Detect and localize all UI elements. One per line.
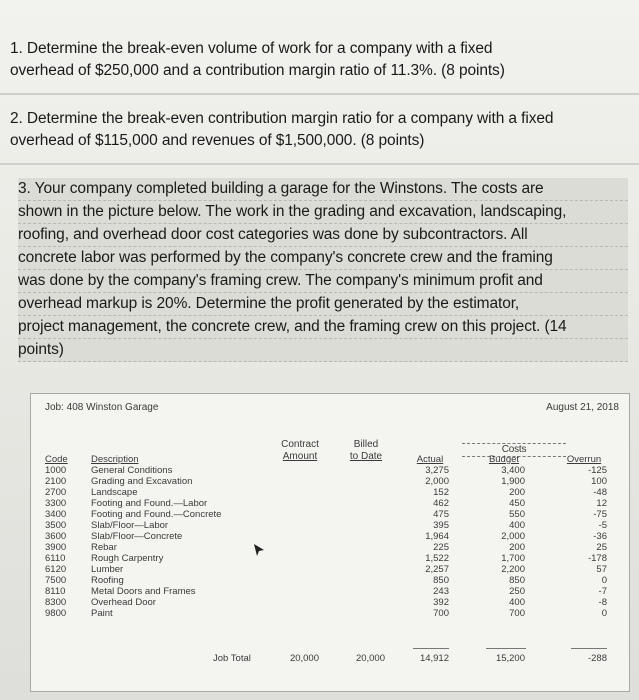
row-description: Rough Carpentry xyxy=(91,553,164,564)
row-code: 3300 xyxy=(45,498,67,509)
total-billed: 20,000 xyxy=(355,653,385,664)
column-header-row xyxy=(31,454,629,465)
row-code: 9800 xyxy=(45,608,67,619)
row-budget: 400 xyxy=(509,520,525,531)
row-code: 2100 xyxy=(45,476,67,487)
question-3-line: concrete labor was performed by the company's concrete crew and the framing xyxy=(18,247,628,270)
row-actual: 395 xyxy=(433,520,449,531)
description-header: Description xyxy=(91,454,139,465)
header-text: Billed xyxy=(353,439,379,450)
header-text: Amount xyxy=(282,451,318,462)
row-overrun: 25 xyxy=(596,542,607,553)
row-actual: 392 xyxy=(433,597,449,608)
row-overrun: 100 xyxy=(591,476,607,487)
question-1 xyxy=(10,38,610,82)
header-text: Costs xyxy=(462,443,567,457)
job-title: Job: 408 Winston Garage xyxy=(45,402,159,413)
cost-row xyxy=(31,520,629,531)
row-code: 3500 xyxy=(45,520,67,531)
total-label: Job Total xyxy=(213,653,251,664)
cost-row xyxy=(31,564,629,575)
cost-row xyxy=(31,476,629,487)
row-overrun: -36 xyxy=(593,531,607,542)
total-overrun: -288 xyxy=(587,653,607,664)
report-date: August 21, 2018 xyxy=(546,402,619,413)
question-3-line: roofing, and overhead door cost categories was done by subcontractors. All xyxy=(18,224,628,247)
header-text: to Date xyxy=(349,451,383,462)
total-budget: 15,200 xyxy=(495,653,525,664)
total-row xyxy=(31,653,629,664)
row-budget: 250 xyxy=(509,586,525,597)
row-overrun: -7 xyxy=(598,586,607,597)
cost-row xyxy=(31,465,629,476)
total-actual: 14,912 xyxy=(419,653,449,664)
row-budget: 850 xyxy=(509,575,525,586)
row-description: Slab/Floor—Labor xyxy=(91,520,169,531)
budget-header: Budget xyxy=(488,454,520,465)
row-budget: 700 xyxy=(509,608,525,619)
question-3-line: project management, the concrete crew, and the framing crew on this project. (14 xyxy=(18,316,628,339)
question-3-line: points) xyxy=(18,339,628,362)
row-actual: 2,257 xyxy=(425,564,449,575)
row-budget: 450 xyxy=(509,498,525,509)
cost-report-image xyxy=(30,393,630,692)
row-code: 7500 xyxy=(45,575,67,586)
row-actual: 700 xyxy=(433,608,449,619)
cost-row xyxy=(31,531,629,542)
question-1-line: 1. Determine the break-even volume of work for a company with a fixed xyxy=(10,40,493,57)
row-code: 3400 xyxy=(45,509,67,520)
question-3 xyxy=(18,178,628,362)
cost-row xyxy=(31,608,629,619)
question-3-line: shown in the picture below. The work in the grading and excavation, landscaping, xyxy=(18,201,628,224)
divider xyxy=(0,163,639,165)
row-description: General Conditions xyxy=(91,465,173,476)
question-1-line: overhead of $250,000 and a contribution margin ratio of 11.3%. (8 points) xyxy=(10,62,505,79)
question-2-line: 2. Determine the break-even contribution margin ratio for a company with a fixed xyxy=(10,110,554,127)
row-budget: 550 xyxy=(509,509,525,520)
header-text: Contract xyxy=(281,439,319,450)
row-code: 1000 xyxy=(45,465,67,476)
row-budget: 200 xyxy=(509,542,525,553)
row-description: Footing and Found.—Labor xyxy=(91,498,208,509)
row-overrun: 0 xyxy=(601,608,607,619)
cost-row xyxy=(31,487,629,498)
row-budget: 3,400 xyxy=(501,465,525,476)
row-description: Metal Doors and Frames xyxy=(91,586,196,597)
cost-row xyxy=(31,597,629,608)
row-description: Overhead Door xyxy=(91,597,156,608)
overrun-header: Overrun xyxy=(566,454,602,465)
total-rule xyxy=(486,648,526,649)
cost-row xyxy=(31,509,629,520)
row-overrun: 57 xyxy=(596,564,607,575)
row-code: 6110 xyxy=(45,553,66,564)
question-2 xyxy=(10,108,638,152)
row-description: Slab/Floor—Concrete xyxy=(91,531,183,542)
row-budget: 1,700 xyxy=(501,553,525,564)
cost-row xyxy=(31,575,629,586)
cursor-arrow-icon xyxy=(251,542,267,558)
code-header: Code xyxy=(45,454,68,465)
row-description: Lumber xyxy=(91,564,124,575)
row-code: 8110 xyxy=(45,586,66,597)
row-code: 6120 xyxy=(45,564,67,575)
question-3-line: 3. Your company completed building a garage for the Winstons. The costs are xyxy=(18,178,628,201)
divider xyxy=(0,93,639,95)
cost-row xyxy=(31,498,629,509)
row-description: Footing and Found.—Concrete xyxy=(91,509,222,520)
actual-header: Actual xyxy=(416,454,444,465)
row-code: 3600 xyxy=(45,531,67,542)
cost-row xyxy=(31,542,629,553)
question-3-line: was done by the company's framing crew. The company's minimum profit and xyxy=(18,270,628,293)
row-actual: 462 xyxy=(433,498,449,509)
row-actual: 475 xyxy=(433,509,449,520)
total-contract: 20,000 xyxy=(289,653,319,664)
total-rule xyxy=(571,648,607,649)
row-code: 8300 xyxy=(45,597,67,608)
row-description: Landscape xyxy=(91,487,138,498)
row-overrun: -125 xyxy=(587,465,607,476)
row-actual: 1,964 xyxy=(425,531,449,542)
row-actual: 243 xyxy=(433,586,449,597)
row-overrun: -178 xyxy=(587,553,607,564)
row-description: Roofing xyxy=(91,575,124,586)
total-rule xyxy=(413,648,449,649)
row-actual: 3,275 xyxy=(425,465,449,476)
row-actual: 1,522 xyxy=(425,553,449,564)
row-overrun: -48 xyxy=(593,487,607,498)
row-budget: 2,200 xyxy=(501,564,525,575)
row-overrun: -75 xyxy=(593,509,607,520)
question-3-line: overhead markup is 20%. Determine the profit generated by the estimator, xyxy=(18,293,628,316)
row-overrun: -8 xyxy=(598,597,607,608)
row-actual: 2,000 xyxy=(425,476,449,487)
row-overrun: 0 xyxy=(601,575,607,586)
row-overrun: -5 xyxy=(598,520,607,531)
row-actual: 225 xyxy=(433,542,449,553)
row-code: 3900 xyxy=(45,542,67,553)
question-2-line: overhead of $115,000 and revenues of $1,500,000. (8 points) xyxy=(10,132,425,149)
row-actual: 152 xyxy=(433,487,449,498)
row-description: Paint xyxy=(91,608,113,619)
row-description: Grading and Excavation xyxy=(91,476,193,487)
row-budget: 200 xyxy=(509,487,525,498)
row-overrun: 12 xyxy=(596,498,607,509)
cost-row xyxy=(31,553,629,564)
row-budget: 2,000 xyxy=(501,531,525,542)
row-description: Rebar xyxy=(91,542,117,553)
row-budget: 1,900 xyxy=(501,476,525,487)
row-code: 2700 xyxy=(45,487,67,498)
row-actual: 850 xyxy=(433,575,449,586)
cost-row xyxy=(31,586,629,597)
row-budget: 400 xyxy=(509,597,525,608)
